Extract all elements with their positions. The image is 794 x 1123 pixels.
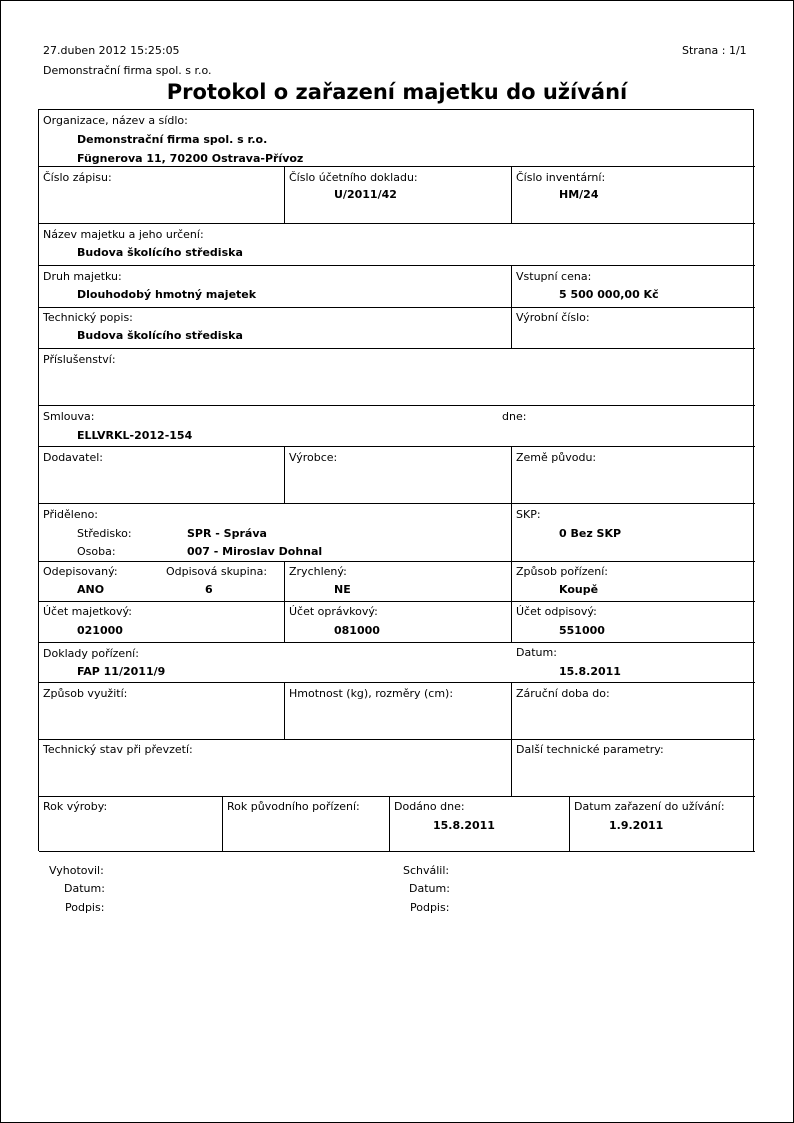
divider xyxy=(389,797,390,851)
prepared-signature-label: Podpis: xyxy=(65,901,105,914)
approved-by-label: Schválil: xyxy=(403,864,450,877)
acquisition-method-label: Způsob pořízení: xyxy=(516,565,608,578)
numbers-row xyxy=(39,167,755,224)
delivered-date-value: 15.8.2011 xyxy=(433,819,495,832)
inventory-number-value: HM/24 xyxy=(559,188,599,201)
divider xyxy=(511,683,512,739)
assigned-label: Přiděleno: xyxy=(43,508,98,521)
divider xyxy=(511,447,512,503)
acquisition-docs-value: FAP 11/2011/9 xyxy=(77,665,166,678)
divider xyxy=(284,167,285,223)
acquisition-docs-label: Doklady pořízení: xyxy=(43,647,139,660)
assigned-row xyxy=(39,504,755,562)
tech-description-value: Budova školícího střediska xyxy=(77,329,243,342)
accessories-row xyxy=(39,349,755,406)
depreciable-value: ANO xyxy=(77,583,105,596)
divider xyxy=(222,797,223,851)
acquisition-date-value: 15.8.2011 xyxy=(559,665,621,678)
tech-description-row xyxy=(39,308,755,349)
prepared-date-label: Datum: xyxy=(64,882,105,895)
organization-name: Demonstrační firma spol. s r.o. xyxy=(77,133,268,146)
in-use-date-label: Datum zařazení do užívání: xyxy=(574,800,725,813)
usage-method-label: Způsob využití: xyxy=(43,687,128,700)
tech-params-label: Další technické parametry: xyxy=(516,743,664,756)
divider xyxy=(511,740,512,796)
supplier-label: Dodavatel: xyxy=(43,451,104,464)
record-number-label: Číslo zápisu: xyxy=(43,171,112,184)
delivered-date-label: Dodáno dne: xyxy=(394,800,465,813)
inventory-number-label: Číslo inventární: xyxy=(516,171,606,184)
entry-price-value: 5 500 000,00 Kč xyxy=(559,288,659,301)
manufacture-year-label: Rok výroby: xyxy=(43,800,108,813)
divider xyxy=(511,167,512,223)
warranty-label: Záruční doba do: xyxy=(516,687,610,700)
tech-description-label: Technický popis: xyxy=(43,311,133,324)
page-number: Strana : 1/1 xyxy=(682,44,747,57)
asset-account-value: 021000 xyxy=(77,624,123,637)
in-use-date-value: 1.9.2011 xyxy=(609,819,664,832)
entry-price-label: Vstupní cena: xyxy=(516,270,592,283)
divider xyxy=(569,797,570,851)
skp-label: SKP: xyxy=(516,508,541,521)
approved-signature-label: Podpis: xyxy=(410,901,450,914)
accelerated-label: Zrychlený: xyxy=(289,565,347,578)
asset-type-value: Dlouhodobý hmotný majetek xyxy=(77,288,257,301)
asset-type-row xyxy=(39,266,755,308)
divider xyxy=(284,683,285,739)
divider xyxy=(511,504,512,561)
usage-row xyxy=(39,683,755,740)
person-value: 007 - Miroslav Dohnal xyxy=(187,545,323,558)
page-title: Protokol o zařazení majetku do užívání xyxy=(166,80,628,104)
serial-number-label: Výrobní číslo: xyxy=(516,311,590,324)
accounting-doc-label: Číslo účetního dokladu: xyxy=(289,171,418,184)
cost-center-label: Středisko: xyxy=(77,527,132,540)
organization-label: Organizace, název a sídlo: xyxy=(43,114,188,127)
company-header: Demonstrační firma spol. s r.o. xyxy=(43,64,212,77)
depreciable-label: Odepisovaný: xyxy=(43,565,118,578)
asset-account-label: Účet majetkový: xyxy=(43,605,132,618)
divider xyxy=(284,562,285,601)
accessories-label: Příslušenství: xyxy=(43,353,116,366)
organization-address: Fügnerova 11, 70200 Ostrava-Přívoz xyxy=(77,152,304,165)
depreciation-row xyxy=(39,562,755,602)
manufacturer-label: Výrobce: xyxy=(289,451,338,464)
contract-label: Smlouva: xyxy=(43,410,95,423)
divider xyxy=(284,447,285,503)
prepared-by-label: Vyhotovil: xyxy=(49,864,104,877)
divider xyxy=(511,562,512,601)
original-acquisition-year-label: Rok původního pořízení: xyxy=(227,800,360,813)
expense-account-value: 551000 xyxy=(559,624,605,637)
contract-value: ELLVRKL-2012-154 xyxy=(77,429,193,442)
depreciation-account-value: 081000 xyxy=(334,624,380,637)
acquisition-method-value: Koupě xyxy=(559,583,599,596)
divider xyxy=(511,266,512,307)
approved-date-label: Datum: xyxy=(409,882,450,895)
divider xyxy=(284,602,285,642)
accelerated-value: NE xyxy=(334,583,351,596)
contract-row xyxy=(39,406,755,447)
protocol-table xyxy=(38,109,754,851)
organization-row xyxy=(39,110,755,167)
asset-name-row xyxy=(39,224,755,266)
cost-center-value: SPR - Správa xyxy=(187,527,267,540)
weight-dimensions-label: Hmotnost (kg), rozměry (cm): xyxy=(289,687,454,700)
condition-row xyxy=(39,740,755,797)
expense-account-label: Účet odpisový: xyxy=(516,605,597,618)
dates-row xyxy=(39,797,755,852)
asset-name-value: Budova školícího střediska xyxy=(77,246,243,259)
accounts-row xyxy=(39,602,755,643)
supplier-row xyxy=(39,447,755,504)
asset-name-label: Název majetku a jeho určení: xyxy=(43,228,204,241)
origin-country-label: Země původu: xyxy=(516,451,597,464)
asset-type-label: Druh majetku: xyxy=(43,270,122,283)
tech-condition-label: Technický stav při převzetí: xyxy=(43,743,193,756)
divider xyxy=(511,308,512,348)
acquisition-date-label: Datum: xyxy=(516,646,557,659)
depreciation-group-value: 6 xyxy=(205,583,213,596)
person-label: Osoba: xyxy=(77,545,116,558)
skp-value: 0 Bez SKP xyxy=(559,527,622,540)
depreciation-group-label: Odpisová skupina: xyxy=(166,565,268,578)
contract-date-label: dne: xyxy=(502,410,527,423)
print-datetime: 27.duben 2012 15:25:05 xyxy=(43,44,180,57)
acquisition-docs-row xyxy=(39,643,755,683)
accounting-doc-value: U/2011/42 xyxy=(334,188,397,201)
divider xyxy=(511,602,512,642)
depreciation-account-label: Účet oprávkový: xyxy=(289,605,378,618)
